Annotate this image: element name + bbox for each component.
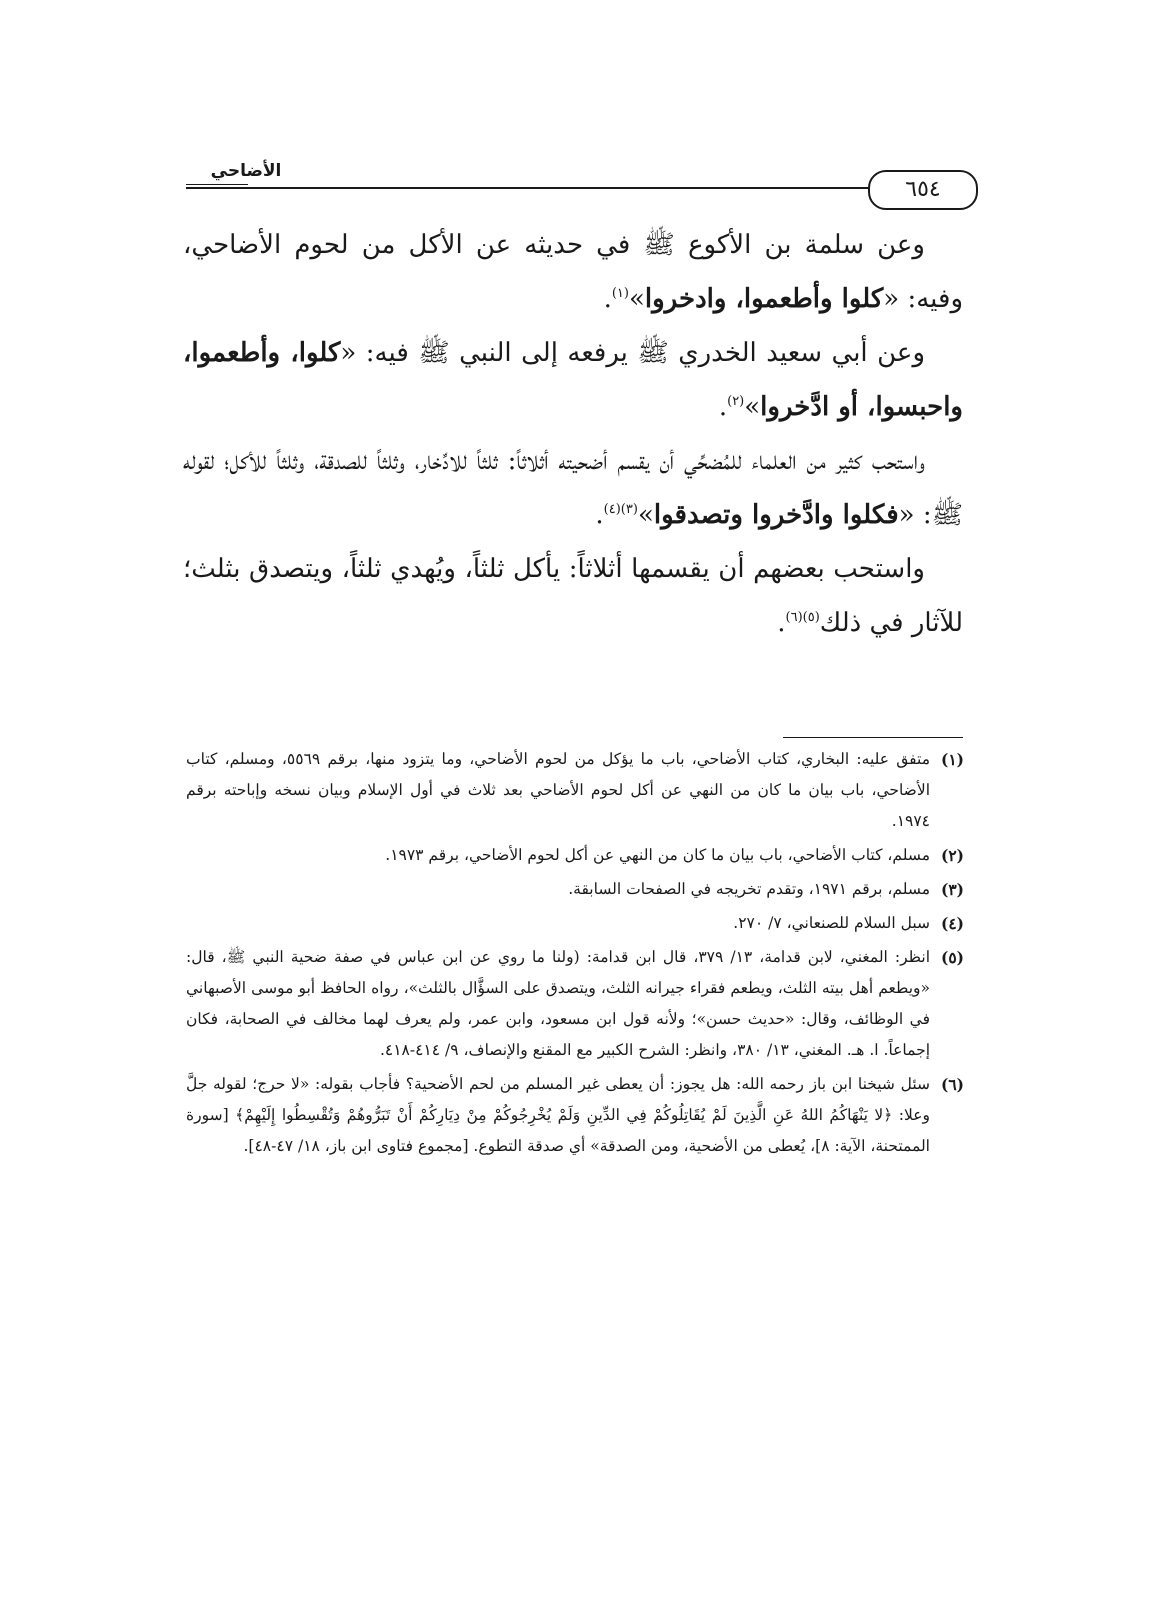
hadith-quote: كلوا، وأطعموا، واحبسوا، أو ادَّخروا	[183, 338, 963, 422]
footnote-number: (٦)	[940, 1075, 964, 1094]
footnote-number: (٣)	[940, 880, 964, 899]
footnote-number: (٤)	[940, 914, 964, 933]
footnote-ref: (٣)(٤)	[603, 502, 638, 517]
paragraph-abu-said: وعن أبي سعيد الخدري ﷺ يرفعه إلى النبي ﷺ فيه: «كلوا، وأطعموا، واحبسوا، أو ادَّخروا»$^{(٢)}$.	[183, 338, 963, 422]
footnote-4: (٤) سبل السلام للصنعاني، ٧/ ٢٧٠.	[186, 908, 964, 939]
running-header-title: الأضاحي	[210, 161, 282, 181]
paragraph-some-scholars: واستحب بعضهم أن يقسمها أثلاثاً: يأكل ثلثاً، ويُهدي ثلثاً، ويتصدق بثلث؛ للآثار في ذلك$^{(٥)(٦)}$.	[183, 554, 963, 638]
footnote-5: (٥) انظر: المغني، لابن قدامة، ١٣/ ٣٧٩، قال ابن قدامة: (ولنا ما روي عن ابن عباس في صفة ضحية النبي ﷺ، قال: «ويطعم أهل بيته الثلث، ويطعم فقراء جيرانه الثلث، ويتصدق على السؤَّال بالثلث»، رواه الحافظ أبو موسى الأصبهاني في الوظائف، وقال: «حديث حسن»؛ ولأنه قول ابن مسعود، وابن عمر، ولم يعرف لهما مخالف في الصحابة، فكان إجماعاً. ا. هـ. المغني، ١٣/ ٣٨٠، وانظر: الشرح الكبير مع المقنع والإنصاف، ٩/ ٤١٤-٤١٨.	[186, 942, 964, 1066]
page-number: ٦٥٤	[868, 170, 978, 210]
header-rule	[186, 187, 970, 189]
hadith-quote: فكلوا وادَّخروا وتصدقوا	[653, 500, 899, 530]
footnote-ref: (١)	[611, 286, 629, 301]
footnote-1: (١) متفق عليه: البخاري، كتاب الأضاحي، باب ما يؤكل من لحوم الأضاحي، وما يتزود منها، برقم ٥٥٦٩، ومسلم، كتاب الأضاحي، باب بيان ما كان من النهي عن أكل لحوم الأضاحي بعد ثلاث في أول الإسلام وبيان نسخه وإباحته برقم ١٩٧٤.	[186, 744, 964, 837]
footnote-number: (١)	[940, 750, 964, 769]
paragraph-thirds: واستحب كثير من العلماء للمُضحِّي أن يقسم أضحيته أثلاثاً: ثلثاً للادِّخار، وثلثاً للصدقة، وثلثاً للأكل؛ لقوله ﷺ: «فكلوا وادَّخروا وتصدقوا»$^{(٣)(٤)}$.	[183, 446, 963, 530]
footnote-3: (٣) مسلم، برقم ١٩٧١، وتقدم تخريجه في الصفحات السابقة.	[186, 874, 964, 905]
main-text	[183, 218, 963, 650]
header-title-underline	[186, 184, 248, 185]
footnote-6: (٦) سئل شيخنا ابن باز رحمه الله: هل يجوز: أن يعطى غير المسلم من لحم الأضحية؟ فأجاب بقوله: «لا حرج؛ لقوله جلَّ وعلا: ﴿لا يَنْهَاكُمُ اللهُ عَنِ الَّذِينَ لَمْ يُقَاتِلُوكُمْ فِي الدِّينِ وَلَمْ يُخْرِجُوكُمْ مِنْ دِيَارِكُمْ أَنْ تَبَرُّوهُمْ وَتُقْسِطُوا إِلَيْهِمْ﴾ [سورة الممتحنة، الآية: ٨]، يُعطى من الأضحية، ومن الصدقة» أي صدقة التطوع. [مجموع فتاوى ابن باز، ١٨/ ٤٧-٤٨].	[186, 1069, 964, 1162]
hadith-quote: كلوا وأطعموا، وادخروا	[644, 284, 884, 314]
footnote-ref: (٢)	[727, 394, 745, 409]
footnotes	[186, 744, 964, 1165]
footnote-ref: (٥)(٦)	[785, 610, 820, 625]
footnote-number: (٢)	[940, 846, 964, 865]
footnote-separator	[783, 737, 963, 738]
footnote-number: (٥)	[940, 948, 964, 967]
paragraph-salama: وعن سلمة بن الأكوع ﷺ في حديثه عن الأكل من لحوم الأضاحي، وفيه: «كلوا وأطعموا، وادخروا»$^{(١)}$.	[183, 230, 963, 314]
footnote-2: (٢) مسلم، كتاب الأضاحي، باب بيان ما كان من النهي عن أكل لحوم الأضاحي، برقم ١٩٧٣.	[186, 840, 964, 871]
